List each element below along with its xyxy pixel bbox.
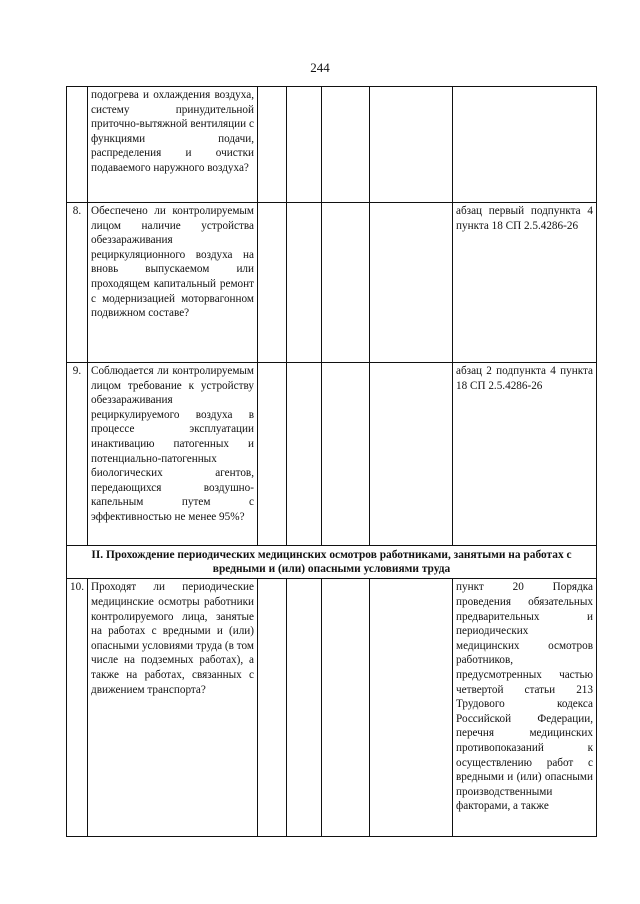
page-number: 244	[310, 60, 330, 75]
note-cell	[370, 363, 453, 546]
requirement-text: Соблюдается ли контролируемым лицом требование к устройству обеззараживания рециркулируемого воздуха в процессе эксплуатации инактивацию патогенных и потенциально-патогенных биологических агентов, передающихся воздушно-капельным путем с эффективностью не менее 95%?	[88, 363, 258, 546]
table-row	[67, 203, 597, 363]
answer-yes-cell	[258, 203, 287, 363]
row-number	[67, 87, 88, 203]
row-number: 10.	[67, 579, 88, 837]
table-row	[67, 363, 597, 546]
answer-no-cell	[287, 87, 322, 203]
answer-yes-cell	[258, 579, 287, 837]
legal-reference: абзац первый подпункта 4 пункта 18 СП 2.5.4286-26	[453, 203, 597, 363]
checklist-table	[66, 86, 597, 837]
requirement-text: Обеспечено ли контролируемым лицом наличие устройства обеззараживания рециркуляционного воздуха на вновь выпускаемом или проходящем капитальный ремонт с модернизацией моторвагонном подвижном составе?	[88, 203, 258, 363]
note-cell	[370, 87, 453, 203]
answer-na-cell	[322, 203, 370, 363]
answer-yes-cell	[258, 87, 287, 203]
answer-na-cell	[322, 363, 370, 546]
section-header-row	[67, 546, 597, 579]
table-row	[67, 87, 597, 203]
answer-na-cell	[322, 579, 370, 837]
table-row	[67, 579, 597, 837]
answer-yes-cell	[258, 363, 287, 546]
requirement-text: подогрева и охлаждения воздуха, систему принудительной приточно-вытяжной вентиляции с функциями подачи, распределения и очистки подаваемого наружного воздуха?	[88, 87, 258, 203]
legal-reference: абзац 2 подпункта 4 пункта 18 СП 2.5.4286-26	[453, 363, 597, 546]
row-number: 9.	[67, 363, 88, 546]
section-title: II. Прохождение периодических медицинских осмотров работниками, занятыми на работах с вредными и (или) опасными условиями труда	[67, 546, 597, 579]
note-cell	[370, 579, 453, 837]
note-cell	[370, 203, 453, 363]
row-number: 8.	[67, 203, 88, 363]
answer-no-cell	[287, 363, 322, 546]
requirement-text: Проходят ли периодические медицинские осмотры работники контролируемого лица, занятые на работах с вредными и (или) опасными условиями труда (в том числе на подземных работах), а также на работах, связанных с движением транспорта?	[88, 579, 258, 837]
legal-reference	[453, 87, 597, 203]
answer-no-cell	[287, 203, 322, 363]
answer-no-cell	[287, 579, 322, 837]
answer-na-cell	[322, 87, 370, 203]
legal-reference: пункт 20 Порядка проведения обязательных предварительных и периодических медицинских осмотров работников, предусмотренных частью четвертой статьи 213 Трудового кодекса Российской Федерации, перечня медицинских противопоказаний к осуществлению работ с вредными и (или) опасными производственными факторами, а также	[453, 579, 597, 837]
